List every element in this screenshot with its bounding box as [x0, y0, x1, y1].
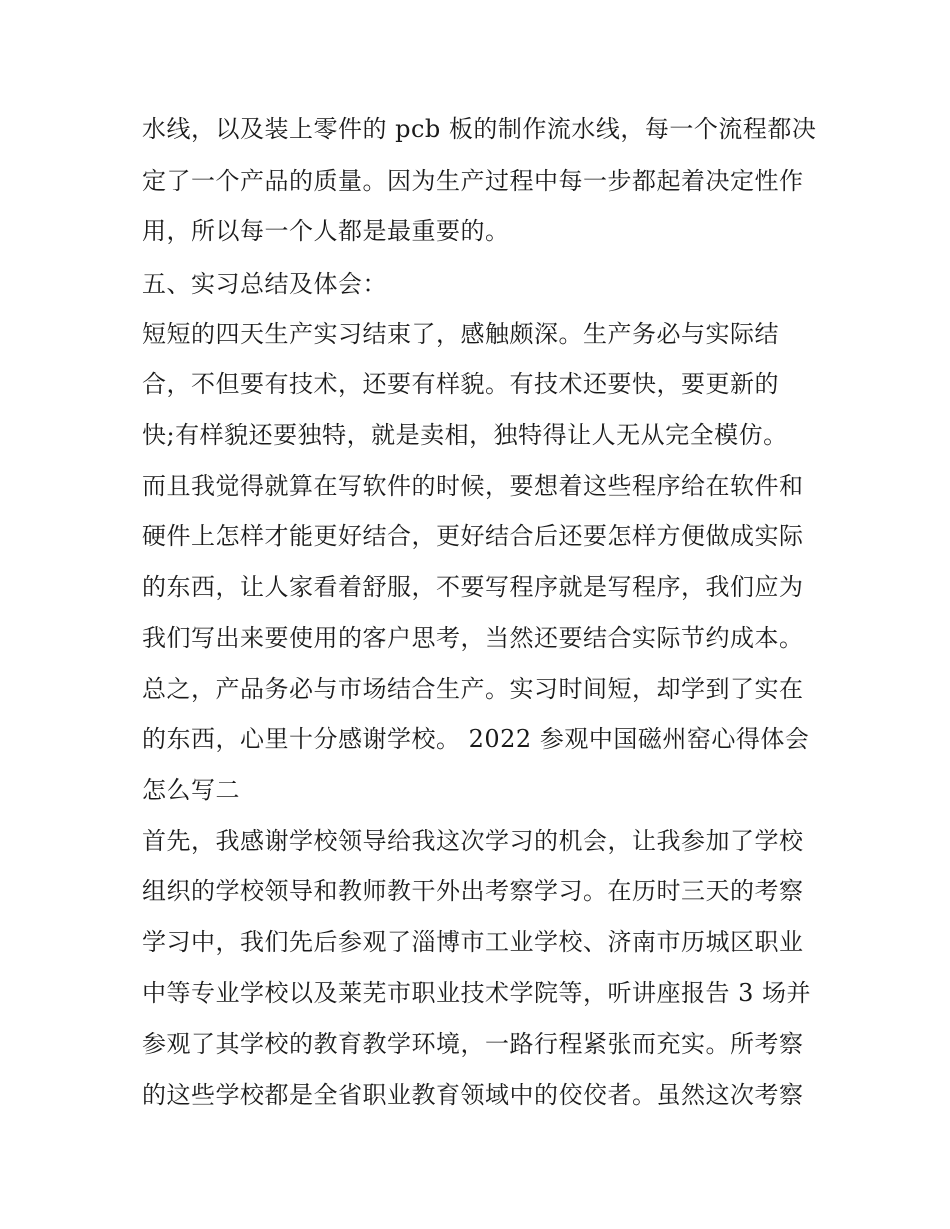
text-line: 怎么写二: [142, 776, 240, 804]
text-line: 的东西，心里十分感谢学校。 2022 参观中国磁州窑心得体会: [142, 725, 810, 753]
text-line: 参观了其学校的教育教学环境，一路行程紧张而充实。所考察: [142, 1030, 804, 1058]
text-line: 我们写出来要使用的客户思考，当然还要结合实际节约成本。: [142, 624, 804, 652]
text-line: 首先，我感谢学校领导给我这次学习的机会，让我参加了学校: [142, 827, 804, 855]
text-line: 中等专业学校以及莱芜市职业技术学院等，听讲座报告 3 场并: [142, 979, 812, 1007]
text-line: 短短的四天生产实习结束了，感触颇深。生产务必与实际结: [142, 320, 779, 348]
text-line: 定了一个产品的质量。因为生产过程中每一步都起着决定性作: [142, 167, 804, 195]
text-line: 组织的学校领导和教师教干外出考察学习。在历时三天的考察: [142, 877, 804, 905]
text-line: 水线，以及装上零件的 pcb 板的制作流水线，每一个流程都决: [142, 115, 817, 143]
text-line: 快;有样貌还要独特，就是卖相，独特得让人无从完全模仿。: [142, 421, 788, 449]
text-line: 用，所以每一个人都是最重要的。: [142, 217, 510, 245]
text-line: 总之，产品务必与市场结合生产。实习时间短，却学到了实在: [142, 675, 804, 703]
section-heading: 五、实习总结及体会：: [142, 270, 387, 298]
text-line: 硬件上怎样才能更好结合，更好结合后还要怎样方便做成实际: [142, 522, 804, 550]
text-line: 学习中，我们先后参观了淄博市工业学校、济南市历城区职业: [142, 928, 804, 956]
text-line: 的东西，让人家看着舒服，不要写程序就是写程序，我们应为: [142, 573, 804, 601]
text-line: 而且我觉得就算在写软件的时候，要想着这些程序给在软件和: [142, 472, 804, 500]
text-line: 合，不但要有技术，还要有样貌。有技术还要快，要更新的: [142, 370, 779, 398]
text-line: 的这些学校都是全省职业教育领域中的佼佼者。虽然这次考察: [142, 1081, 804, 1109]
